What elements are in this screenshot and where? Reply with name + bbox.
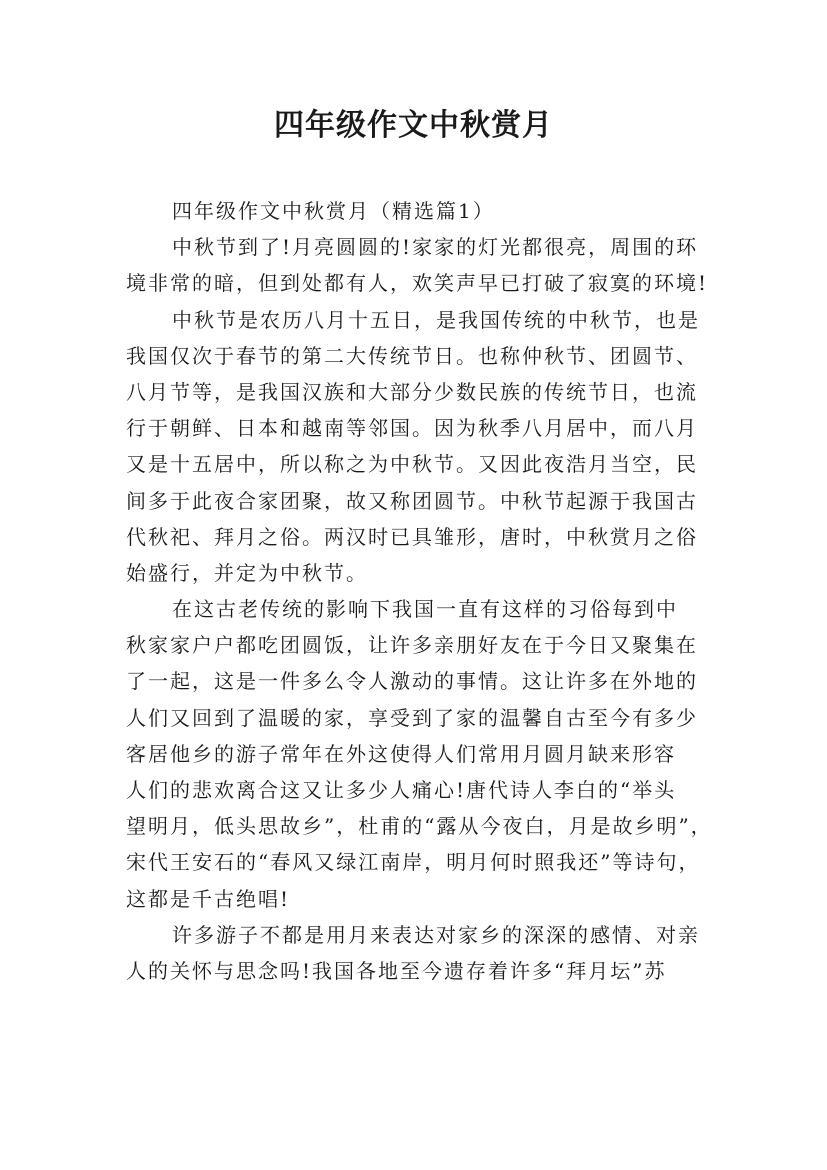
text-line: 四年级作文中秋赏月（精选篇1） (172, 199, 495, 223)
text-line: 行于朝鲜、日本和越南等邻国。因为秋季八月居中，而八月 (126, 416, 698, 441)
text-line: 望明月，低头思故乡”，杜甫的“露从今夜白，月是故乡明”， (126, 814, 713, 839)
text-line: 我国仅次于春节的第二大传统节日。也称仲秋节、团圆节、 (126, 343, 698, 368)
text-line: 代秋祀、拜月之俗。两汉时已具雏形，唐时，中秋赏月之俗 (126, 524, 698, 549)
text-line: 人的关怀与思念吗!我国各地至今遗存着许多“拜月坛”苏 (126, 958, 667, 983)
text-line: 又是十五居中，所以称之为中秋节。又因此夜浩月当空，民 (126, 452, 698, 477)
text-line: 在这古老传统的影响下我国一直有这样的习俗每到中 (172, 597, 678, 622)
document-body (126, 196, 726, 992)
text-line: 宋代王安石的“春风又绿江南岸，明月何时照我还”等诗句， (126, 850, 701, 875)
text-line: 客居他乡的游子常年在外这使得人们常用月圆月缺来形容 (126, 741, 676, 766)
document-title: 四年级作文中秋赏月 (274, 108, 553, 143)
text-line: 人们的悲欢离合这又让多少人痛心!唐代诗人李白的“举头 (126, 778, 677, 802)
text-line: 间多于此夜合家团聚，故又称团圆节。中秋节起源于我国古 (126, 488, 698, 513)
text-line: 中秋节到了!月亮圆圆的!家家的灯光都很亮，周围的环 (172, 235, 699, 260)
text-line: 中秋节是农历八月十五日，是我国传统的中秋节，也是 (172, 307, 700, 332)
text-line: 境非常的暗，但到处都有人，欢笑声早已打破了寂寞的环境! (126, 271, 709, 296)
text-line: 了一起，这是一件多么令人激动的事情。这让许多在外地的 (126, 669, 698, 694)
text-line: 始盛行，并定为中秋节。 (126, 560, 368, 585)
text-line: 秋家家户户都吃团圆饭，让许多亲朋好友在于今日又聚集在 (126, 633, 698, 658)
text-line: 许多游子不都是用月来表达对家乡的深深的感情、对亲 (172, 922, 700, 947)
text-line: 八月节等，是我国汉族和大部分少数民族的传统节日，也流 (126, 379, 698, 404)
text-line: 这都是千古绝唱! (126, 886, 291, 911)
text-line: 人们又回到了温暖的家，享受到了家的温馨自古至今有多少 (126, 705, 698, 730)
